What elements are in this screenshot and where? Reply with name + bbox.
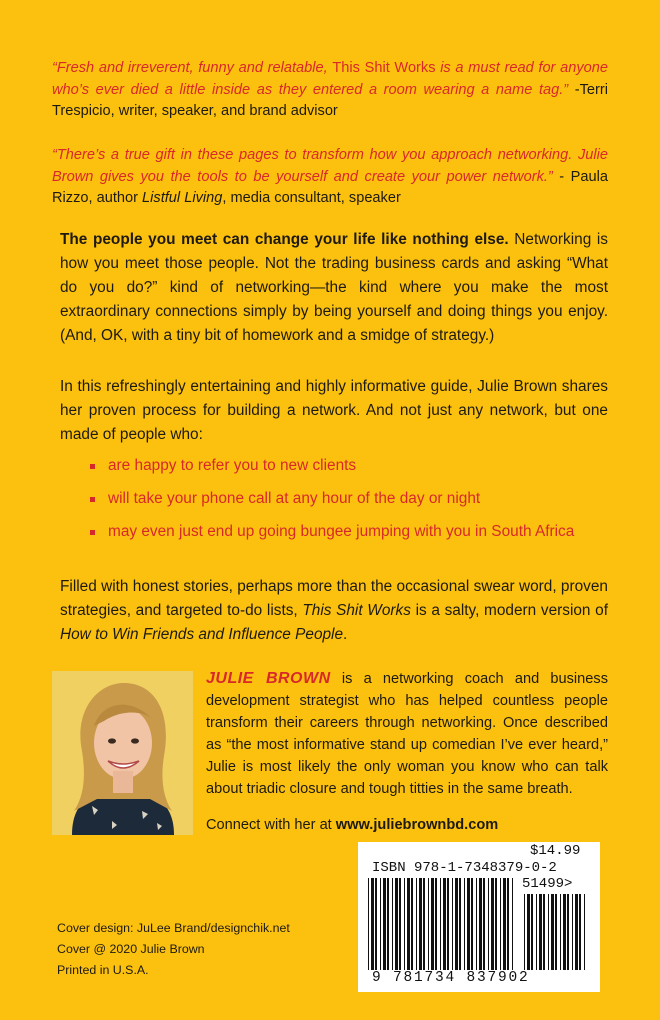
barcode-bar <box>383 878 386 970</box>
barcode-bar <box>548 894 549 970</box>
barcode-bar <box>459 878 461 970</box>
barcode-bar <box>399 878 401 970</box>
quote-rizzo: “There’s a true gift in these pages to transform how you approach networking. Julie Brown gives you the tools to be yourself and create your power network.” - Paula Rizzo, author Listful Living, media consultant, speaker <box>52 147 609 206</box>
barcode-bar <box>443 878 446 970</box>
barcode-bar <box>483 878 485 970</box>
barcode-bar <box>524 894 525 970</box>
barcode-bar <box>411 878 413 970</box>
benefit-list <box>90 455 590 554</box>
barcode-bar <box>543 894 545 970</box>
quote-attribution: - Paula Rizzo, author <box>52 168 609 206</box>
barcode-bar <box>476 878 477 970</box>
barcode-bar <box>560 894 561 970</box>
barcode-bar <box>395 878 398 970</box>
author-photo <box>52 671 193 835</box>
barcode-bar <box>507 878 509 970</box>
barcode-bar <box>491 878 494 970</box>
barcode-bar <box>536 894 537 970</box>
author-bio: JULIE BROWN is a networking coach and business development strategist who has helped countless people transform their careers through networking. Once described as “the most informative stand up comedian I’ve ever heard,” Julie is most likely the only woman you know who can talk about triadic closure and tough titties in the same breath. <box>206 670 609 797</box>
isbn-label: ISBN 978-1-7348379-0-2 <box>372 860 557 876</box>
barcode-bar <box>471 878 473 970</box>
website-link[interactable]: www.juliebrownbd.com <box>335 817 499 833</box>
isbn-digits: 9 781734 837902 <box>372 970 530 986</box>
barcode-bar <box>531 894 533 970</box>
barcode-bar <box>572 894 573 970</box>
barcode-bar <box>371 878 374 970</box>
author-name: JULIE BROWN <box>206 670 331 687</box>
book-title-inline: This Shit Works <box>332 60 436 76</box>
barcode-bar <box>423 878 425 970</box>
barcode-bar <box>467 878 470 970</box>
barcode-bar <box>407 878 410 970</box>
barcode-bar <box>551 894 554 970</box>
barcode-bar <box>575 894 578 970</box>
barcode-bar <box>392 878 393 970</box>
intro-paragraph: The people you meet can change your life like nothing else. Networking is how you meet those people. Not the trading business cards and asking “What do you do?” kind of networking—the kind where you make the most extraordinary connections simply by being yourself and doing things you enjoy. (And, OK, with a tiny bit of homework and a smidge of strategy.) <box>60 231 608 344</box>
barcode-bar <box>452 878 453 970</box>
intro-lead: The people you meet can change your life like nothing else. <box>60 231 509 248</box>
barcode-bar <box>375 878 377 970</box>
listful-living-title: Listful Living <box>142 190 223 206</box>
barcode-bar <box>380 878 381 970</box>
quote-attribution: -Terri Trespicio, writer, speaker, and brand advisor <box>52 81 608 119</box>
price-label: $14.99 <box>530 843 581 859</box>
barcode-bar <box>579 894 581 970</box>
credits <box>57 918 290 981</box>
quote-trespicio: “Fresh and irreverent, funny and relatable, This Shit Works is a must read for anyone who’s ever died a little inside as they entered a room wearing a name tag.” -Terri Trespicio, writer, speaker, and brand advisor <box>52 60 608 119</box>
barcode-bar <box>479 878 482 970</box>
barcode-bar <box>440 878 441 970</box>
barcode-bar <box>419 878 422 970</box>
barcode-bar <box>416 878 417 970</box>
connect-line: Connect with her at www.juliebrownbd.com <box>206 817 499 833</box>
credit-line: Cover design: JuLee Brand/designchik.net <box>57 921 290 935</box>
barcode-bar <box>539 894 542 970</box>
barcode-bar <box>584 894 585 970</box>
barcode-bar <box>464 878 465 970</box>
barcode-bar <box>495 878 497 970</box>
barcode-bar <box>428 878 429 970</box>
price-code: 51499> <box>522 876 573 892</box>
barcode-bar <box>387 878 389 970</box>
barcode-bar <box>404 878 405 970</box>
barcode-bar <box>512 878 513 970</box>
barcode-bar <box>368 878 369 970</box>
barcode-bar <box>503 878 506 970</box>
barcode-bar <box>435 878 437 970</box>
barcode-bar <box>555 894 557 970</box>
author-portrait-illustration <box>52 671 193 835</box>
barcode-bar <box>500 878 501 970</box>
closing-paragraph: Filled with honest stories, perhaps more than the occasional swear word, proven strategies, and targeted to-do lists, This Shit Works is a salty, modern version of How to Win Friends and Influence People. <box>60 578 608 643</box>
list-item: are happy to refer you to new clients <box>90 455 590 477</box>
credit-line: Cover @ 2020 Julie Brown <box>57 942 205 956</box>
barcode-bar <box>563 894 566 970</box>
reference-title: How to Win Friends and Influence People <box>60 626 344 643</box>
list-item: will take your phone call at any hour of the day or night <box>90 488 590 510</box>
barcode-bar <box>527 894 530 970</box>
barcode-bar <box>455 878 458 970</box>
barcode-bar <box>567 894 569 970</box>
list-item: may even just end up going bungee jumping with you in South Africa <box>90 521 590 543</box>
book-title-inline: This Shit Works <box>302 602 411 619</box>
barcode-bar <box>488 878 489 970</box>
barcode-bar <box>447 878 449 970</box>
barcode-bar <box>431 878 434 970</box>
guide-paragraph: In this refreshingly entertaining and highly informative guide, Julie Brown shares her proven process for building a network. And not just any network, but one made of people who: <box>60 378 608 443</box>
credit-line: Printed in U.S.A. <box>57 963 149 977</box>
